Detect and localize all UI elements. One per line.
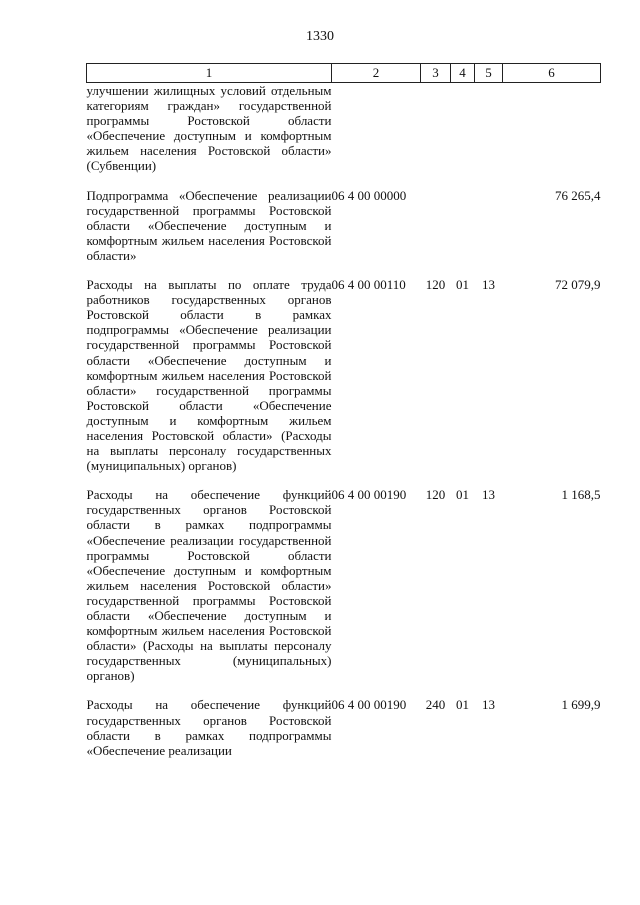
row-amount: 1 699,9 bbox=[561, 697, 601, 713]
column-header-4: 4 bbox=[451, 64, 475, 83]
header-row bbox=[87, 64, 601, 83]
row-col-3: 120 bbox=[425, 277, 446, 293]
column-header-5: 5 bbox=[475, 64, 503, 83]
row-col-4: 01 bbox=[456, 487, 469, 503]
row-code: 06 4 00 00000 bbox=[331, 187, 407, 203]
row-code: 06 4 00 00190 bbox=[331, 697, 407, 713]
column-header-2: 2 bbox=[332, 64, 421, 83]
row-description-text: улучшении жилищных условий отдельным категориям граждан» государственной программы Ростовской области «Обеспечение доступным и комфортным жильем населения Ростовской области» (Субвенции) bbox=[86, 83, 332, 174]
row-amount bbox=[503, 83, 601, 174]
row-amount: 72 079,9 bbox=[555, 277, 601, 293]
table-row bbox=[87, 83, 601, 174]
row-col-5: 13 bbox=[482, 487, 495, 503]
table-header bbox=[87, 64, 601, 83]
row-col-4 bbox=[451, 188, 475, 263]
row-col-5 bbox=[475, 83, 503, 174]
row-col-4: 01 bbox=[456, 697, 469, 713]
row-description-text: Расходы на выплаты по оплате труда работников государственных органов Ростовской области в рамках подпрограммы «Обеспечение реализации государственной программы Ростовской области «Обеспечение доступным и комфортным жильем населения Ростовской области» государственной программы Ростовской области «Обеспечение доступным и комфортным жильем населения Ростовской области» (Расходы на выплаты персоналу государственных (муниципальных) органов) bbox=[86, 277, 332, 474]
row-description-text: Расходы на обеспечение функций государственных органов Ростовской области в рамках подпрограммы «Обеспечение реализации bbox=[86, 697, 332, 758]
budget-table bbox=[86, 63, 601, 758]
table-body bbox=[87, 83, 601, 758]
table-row bbox=[87, 487, 601, 683]
row-description-text: Расходы на обеспечение функций государственных органов Ростовской области в рамках подпрограммы «Обеспечение реализации государственной программы Ростовской области «Обеспечение доступным и комфортным жильем населения Ростовской области» государственной программы Ростовской области «Обеспечение доступным и комфортным жильем населения Ростовской области» (Расходы на выплаты персоналу государственных (муниципальных) органов) bbox=[86, 487, 332, 684]
row-description bbox=[87, 277, 332, 473]
page-number: 1330 bbox=[306, 29, 334, 44]
row-description bbox=[87, 188, 332, 263]
row-spacer bbox=[87, 174, 601, 188]
table-row bbox=[87, 188, 601, 263]
row-col-4: 01 bbox=[456, 277, 469, 293]
row-amount: 1 168,5 bbox=[561, 487, 601, 503]
row-spacer bbox=[87, 683, 601, 697]
row-code bbox=[332, 83, 421, 174]
table-row bbox=[87, 697, 601, 757]
row-col-5 bbox=[475, 188, 503, 263]
row-col-3: 240 bbox=[425, 697, 446, 713]
row-description bbox=[87, 487, 332, 683]
row-description bbox=[87, 83, 332, 174]
row-col-3 bbox=[421, 188, 451, 263]
row-col-3 bbox=[421, 83, 451, 174]
row-code: 06 4 00 00110 bbox=[331, 277, 406, 293]
column-header-1: 1 bbox=[87, 64, 332, 83]
column-header-6: 6 bbox=[503, 64, 601, 83]
row-amount: 76 265,4 bbox=[555, 187, 601, 203]
row-col-5: 13 bbox=[482, 277, 495, 293]
row-col-3: 120 bbox=[425, 487, 446, 503]
row-col-4 bbox=[451, 83, 475, 174]
row-col-5: 13 bbox=[482, 697, 495, 713]
row-code: 06 4 00 00190 bbox=[331, 487, 407, 503]
table-row bbox=[87, 277, 601, 473]
row-description-text: Подпрограмма «Обеспечение реализации государственной программы Ростовской области «Обеспечение доступным и комфортным жильем населения Ростовской области» bbox=[86, 187, 332, 263]
row-spacer bbox=[87, 473, 601, 487]
row-description bbox=[87, 697, 332, 757]
row-spacer bbox=[87, 263, 601, 277]
column-header-3: 3 bbox=[421, 64, 451, 83]
